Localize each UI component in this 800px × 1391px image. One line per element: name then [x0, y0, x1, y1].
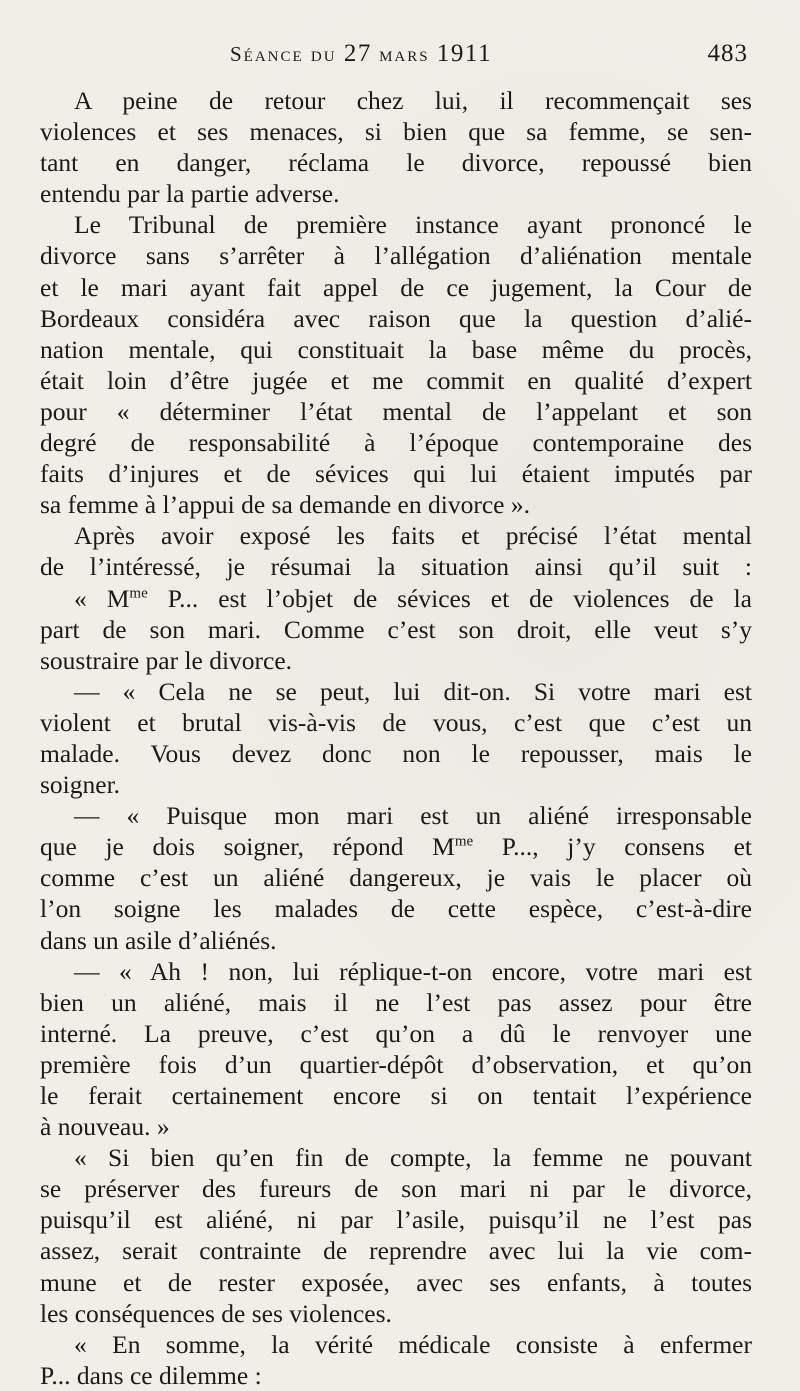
text-line: Bordeaux considéra avec raison que la question d’alié-: [40, 303, 752, 333]
text-line: pour « déterminer l’état mental de l’appelant et son: [40, 396, 752, 426]
body-text: [40, 85, 752, 1391]
text-line: degré de responsabilité à l’époque contemporaine des: [40, 428, 752, 458]
page-number: 483: [707, 40, 748, 67]
text-line: violences et ses menaces, si bien que sa femme, se sen-: [40, 117, 752, 147]
text-line: malade. Vous devez donc non le repousser, mais le: [40, 738, 752, 768]
text-line: première fois d’un quartier-dépôt d’observation, et qu’on: [40, 1049, 752, 1079]
text-line: — « Puisque mon mari est un aliéné irresponsable: [74, 801, 752, 831]
page-header: [0, 40, 800, 74]
text-line: de l’intéressé, je résumai la situation ainsi qu’il suit :: [40, 552, 752, 582]
text-line: part de son mari. Comme c’est son droit, elle veut s’y: [40, 614, 752, 644]
running-title: Séance du 27 mars 1911: [230, 40, 492, 67]
text-line: « $M^{me}$ P... est l’objet de sévices et de violences de la: [74, 583, 752, 613]
text-line: dans un asile d’aliénés.: [40, 925, 277, 955]
text-line: comme c’est un aliéné dangereux, je vais le placer où: [40, 863, 752, 893]
text-line: sa femme à l’appui de sa demande en divorce ».: [40, 490, 530, 520]
text-line: A peine de retour chez lui, il recommençait ses: [74, 86, 752, 115]
text-line: Le Tribunal de première instance ayant prononcé le: [74, 210, 752, 240]
text-line: nation mentale, qui constituait la base même du procès,: [40, 334, 752, 364]
text-line: — « Cela ne se peut, lui dit-on. Si votre mari est: [74, 676, 752, 706]
text-line: faits d’injures et de sévices qui lui étaient imputés par: [40, 459, 752, 489]
text-line: Après avoir exposé les faits et précisé l’état mental: [74, 521, 752, 551]
text-line: — « Ah ! non, lui réplique-t-on encore, votre mari est: [74, 956, 752, 986]
text-line: entendu par la partie adverse.: [40, 179, 340, 209]
text-line: violent et brutal vis-à-vis de vous, c’est que c’est un: [40, 707, 752, 737]
text-line: l’on soigne les malades de cette espèce, c’est-à-dire: [40, 894, 752, 924]
text-line: que je dois soigner, répond $M^{me}$ P..., j’y consens et: [40, 832, 752, 862]
text-line: était loin d’être jugée et me commit en qualité d’expert: [40, 365, 752, 395]
text-line: tant en danger, réclama le divorce, repoussé bien: [40, 148, 752, 178]
text-line: soigner.: [40, 770, 121, 800]
text-line: mune et de rester exposée, avec ses enfants, à toutes: [40, 1267, 752, 1297]
text-line: les conséquences de ses violences.: [40, 1298, 392, 1328]
text-line: P... dans ce dilemme :: [40, 1360, 262, 1390]
text-line: « Si bien qu’en fin de compte, la femme ne pouvant: [74, 1143, 752, 1173]
text-line: puisqu’il est aliéné, ni par l’asile, puisqu’il ne l’est pas: [40, 1205, 752, 1235]
text-line: et le mari ayant fait appel de ce jugement, la Cour de: [40, 272, 752, 302]
text-line: se préserver des fureurs de son mari ni par le divorce,: [40, 1174, 752, 1204]
text-line: bien un aliéné, mais il ne l’est pas assez pour être: [40, 987, 752, 1017]
text-line: le ferait certainement encore si on tentait l’expérience: [40, 1081, 752, 1110]
text-line: à nouveau. »: [40, 1112, 170, 1142]
text-line: « En somme, la vérité médicale consiste à enfermer: [74, 1329, 752, 1359]
text-line: interné. La preuve, c’est qu’on a dû le renvoyer une: [40, 1018, 752, 1048]
text-line: divorce sans s’arrêter à l’allégation d’aliénation mentale: [40, 241, 752, 271]
text-line: soustraire par le divorce.: [40, 645, 293, 675]
text-line: assez, serait contrainte de reprendre avec lui la vie com-: [40, 1236, 752, 1266]
